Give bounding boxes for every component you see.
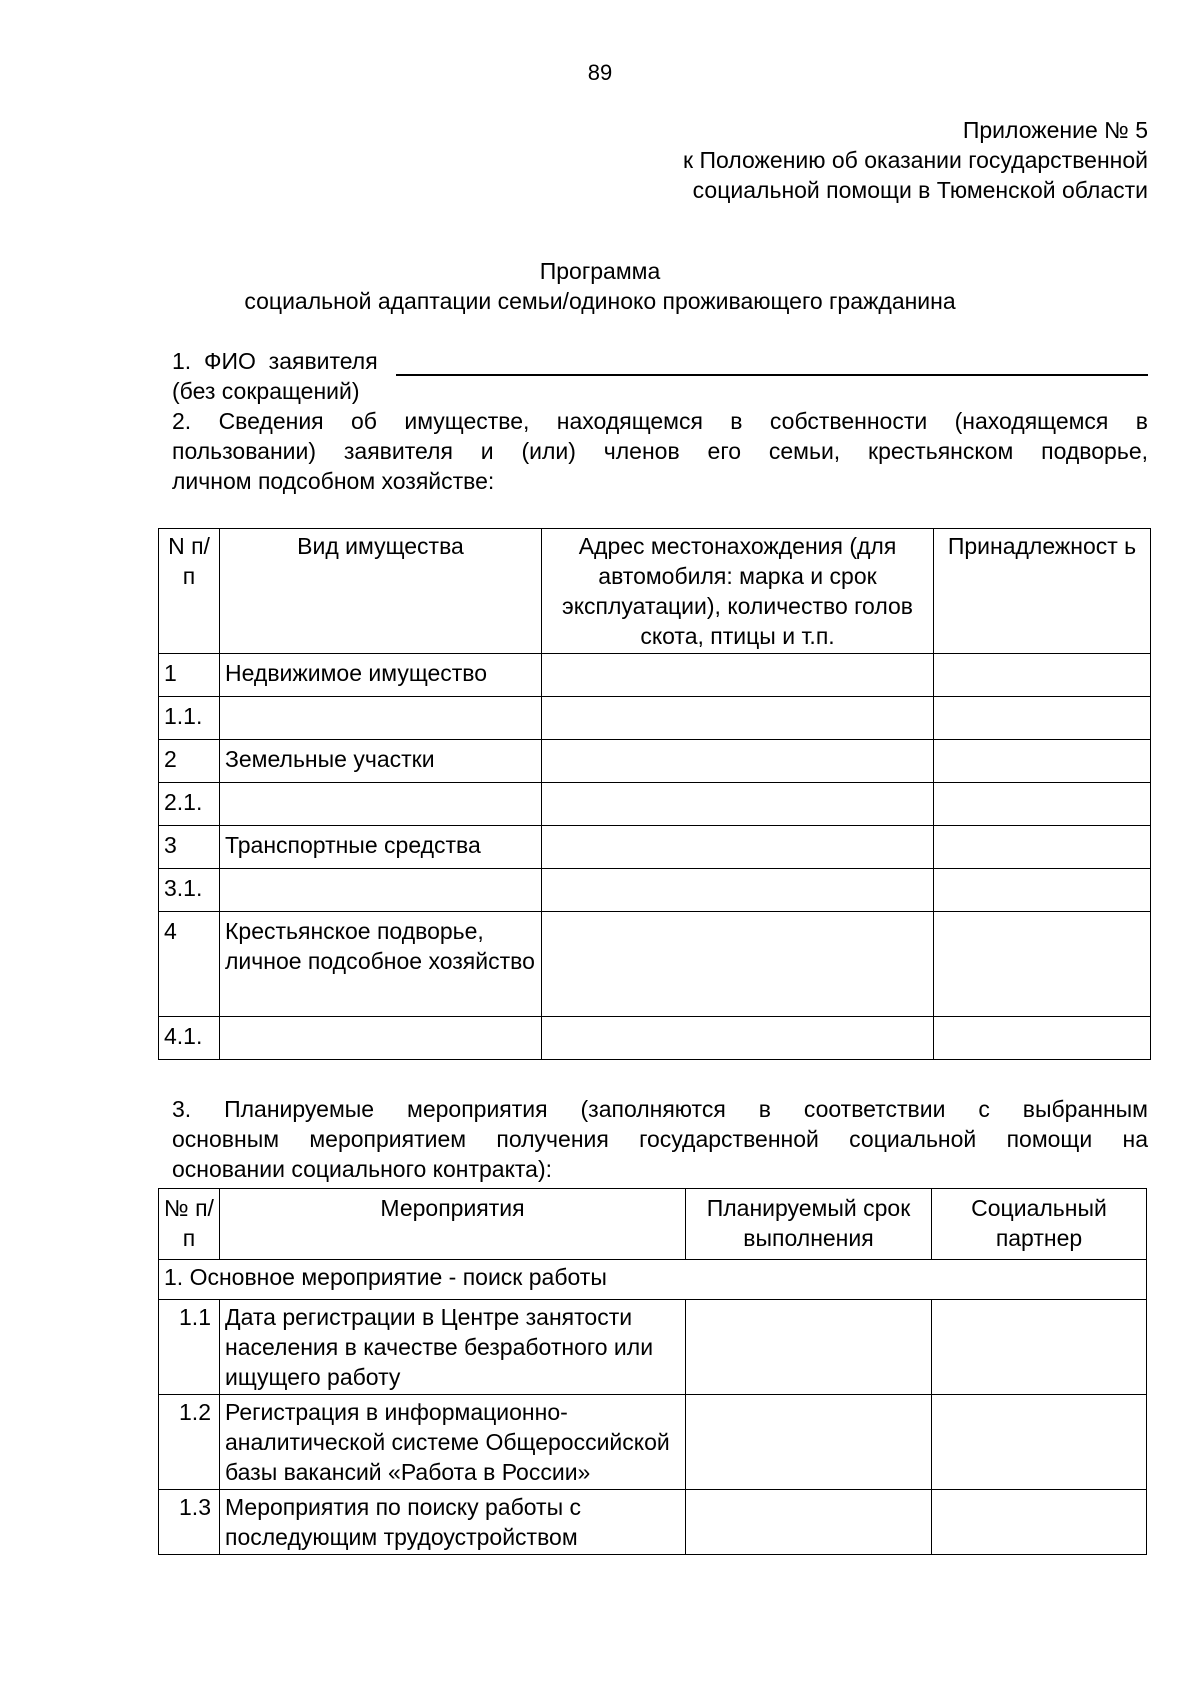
row-deadline-cell[interactable] (686, 1395, 932, 1490)
row-activity: Дата регистрации в Центре занятости населения в качестве безработного или ищущего работу (220, 1300, 686, 1395)
appendix-line: социальной помощи в Тюменской области (692, 177, 1148, 203)
row-address-cell[interactable] (542, 697, 934, 740)
row-address-cell[interactable] (542, 740, 934, 783)
row-ownership-cell[interactable] (934, 826, 1151, 869)
row-deadline-cell[interactable] (686, 1490, 932, 1555)
header-ownership: Принадлежност ь (934, 529, 1151, 654)
table-row (159, 697, 1151, 740)
header-num: № п/п (159, 1189, 220, 1260)
header-property-type: Вид имущества (220, 529, 542, 654)
paragraph-line: основным мероприятием получения государственной социальной помощи на (172, 1126, 1148, 1152)
table-row (159, 912, 1151, 1017)
paragraph-line: основании социального контракта): (172, 1156, 553, 1182)
row-ownership-cell[interactable] (934, 869, 1151, 912)
row-ownership-cell[interactable] (934, 783, 1151, 826)
table-row (159, 1490, 1147, 1555)
page-number: 89 (587, 60, 613, 85)
row-address-cell[interactable] (542, 869, 934, 912)
row-partner-cell[interactable] (932, 1490, 1147, 1555)
row-num: 2 (159, 740, 220, 783)
section-3-text (172, 1094, 1148, 1184)
row-type: Крестьянское подворье, личное подсобное хозяйство (220, 912, 542, 1017)
row-type: Земельные участки (220, 740, 542, 783)
table-row (159, 1017, 1151, 1060)
row-address-cell[interactable] (542, 912, 934, 1017)
row-type-cell[interactable] (220, 869, 542, 912)
section-2-text (172, 406, 1148, 496)
header-partner: Социальный партнер (932, 1189, 1147, 1260)
row-partner-cell[interactable] (932, 1395, 1147, 1490)
row-address-cell[interactable] (542, 1017, 934, 1060)
table-row (159, 1300, 1147, 1395)
row-type-cell[interactable] (220, 783, 542, 826)
section-row (159, 1260, 1147, 1300)
row-num: 3 (159, 826, 220, 869)
appendix-header (448, 115, 1148, 205)
header-deadline: Планируемый срок выполнения (686, 1189, 932, 1260)
row-ownership-cell[interactable] (934, 740, 1151, 783)
row-num: 3.1. (159, 869, 220, 912)
row-num: 2.1. (159, 783, 220, 826)
row-ownership-cell[interactable] (934, 912, 1151, 1017)
row-type-cell[interactable] (220, 697, 542, 740)
appendix-line: Приложение № 5 (962, 117, 1148, 143)
row-num: 4.1. (159, 1017, 220, 1060)
appendix-line: к Положению об оказании государственной (683, 147, 1148, 173)
row-type-cell[interactable] (220, 1017, 542, 1060)
activities-table (158, 1188, 1147, 1555)
table-row (159, 654, 1151, 697)
header-address: Адрес местонахождения (для автомобиля: марка и срок эксплуатации), количество голов скота, птицы и т.п. (542, 529, 934, 654)
title-line: социальной адаптации семьи/одиноко проживающего гражданина (244, 288, 956, 314)
row-num: 1.2 (159, 1395, 220, 1490)
row-ownership-cell[interactable] (934, 1017, 1151, 1060)
applicant-name-note: (без сокращений) (172, 378, 360, 404)
paragraph-line: личном подсобном хозяйстве: (172, 468, 495, 494)
table-row (159, 1395, 1147, 1490)
applicant-name-label: 1. ФИО заявителя (172, 348, 378, 374)
row-address-cell[interactable] (542, 654, 934, 697)
table-row (159, 826, 1151, 869)
row-type: Недвижимое имущество (220, 654, 542, 697)
property-table (158, 528, 1151, 1060)
row-num: 1.3 (159, 1490, 220, 1555)
row-ownership-cell[interactable] (934, 697, 1151, 740)
row-num: 4 (159, 912, 220, 1017)
table-row (159, 869, 1151, 912)
header-activity: Мероприятия (220, 1189, 686, 1260)
row-type: Транспортные средства (220, 826, 542, 869)
applicant-name-row (172, 346, 1148, 376)
paragraph-line: 2. Сведения об имуществе, находящемся в собственности (находящемся в (172, 408, 1148, 434)
row-deadline-cell[interactable] (686, 1300, 932, 1395)
row-activity: Регистрация в информационно-аналитической системе Общероссийской базы вакансий «Работа в России» (220, 1395, 686, 1490)
section-row-label: 1. Основное мероприятие - поиск работы (159, 1260, 1147, 1300)
table-row (159, 740, 1151, 783)
paragraph-line: пользовании) заявителя и (или) членов его семьи, крестьянском подворье, (172, 438, 1148, 464)
header-num: N п/п (159, 529, 220, 654)
document-title (0, 256, 1200, 316)
row-ownership-cell[interactable] (934, 654, 1151, 697)
row-num: 1.1 (159, 1300, 220, 1395)
row-activity: Мероприятия по поиску работы с последующим трудоустройством (220, 1490, 686, 1555)
row-partner-cell[interactable] (932, 1300, 1147, 1395)
row-num: 1.1. (159, 697, 220, 740)
applicant-name-field[interactable] (396, 348, 1148, 376)
paragraph-line: 3. Планируемые мероприятия (заполняются в соответствии с выбранным (172, 1096, 1148, 1122)
title-line: Программа (539, 258, 661, 284)
row-address-cell[interactable] (542, 826, 934, 869)
row-num: 1 (159, 654, 220, 697)
table-row (159, 783, 1151, 826)
row-address-cell[interactable] (542, 783, 934, 826)
